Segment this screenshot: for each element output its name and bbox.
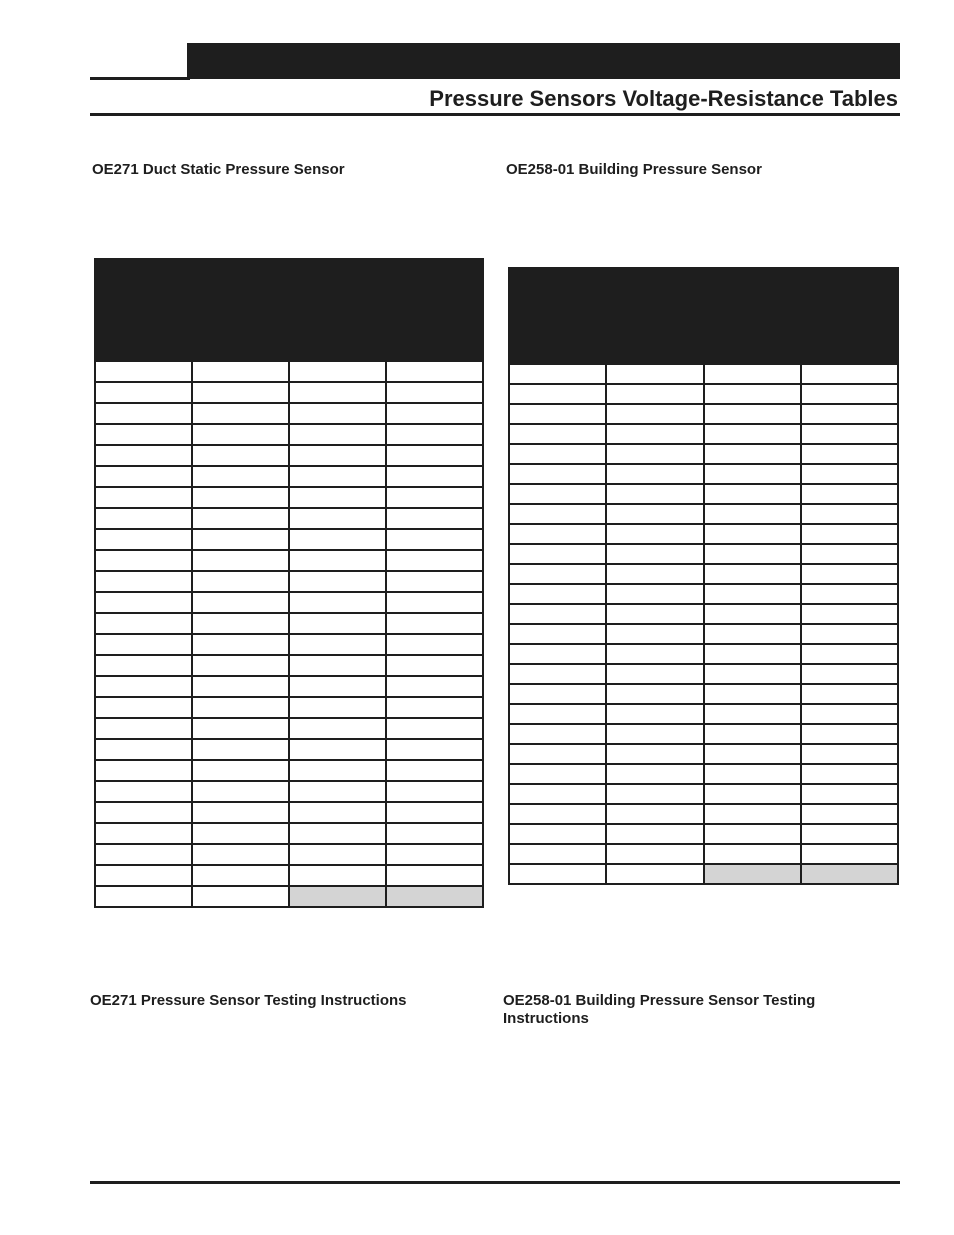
- table-row: [509, 564, 898, 584]
- table-header-row: [95, 259, 483, 361]
- table-cell: [606, 684, 703, 704]
- table-cell: [801, 604, 898, 624]
- table-cell: [606, 444, 703, 464]
- table-cell: [192, 844, 289, 865]
- table-cell: [704, 584, 801, 604]
- table-cell: [801, 704, 898, 724]
- table-cell: [95, 550, 192, 571]
- table-cell: [289, 823, 386, 844]
- table-row: [95, 886, 483, 907]
- table-cell: [386, 424, 483, 445]
- title-rule: [90, 113, 900, 116]
- table-cell: [509, 844, 606, 864]
- table-cell: [192, 466, 289, 487]
- table-row: [95, 697, 483, 718]
- table-cell: [192, 823, 289, 844]
- table-row: [95, 403, 483, 424]
- table-cell: [192, 802, 289, 823]
- table-cell: [606, 524, 703, 544]
- table-cell: [289, 424, 386, 445]
- table-cell: [801, 504, 898, 524]
- table-row: [509, 624, 898, 644]
- table-cell: [95, 697, 192, 718]
- table-cell: [606, 404, 703, 424]
- table-cell: [386, 382, 483, 403]
- table-cell: [509, 464, 606, 484]
- table-row: [95, 445, 483, 466]
- table-cell: [386, 466, 483, 487]
- table-cell: [704, 784, 801, 804]
- table-row: [509, 424, 898, 444]
- table-cell: [289, 697, 386, 718]
- table-row: [95, 592, 483, 613]
- table-row: [509, 504, 898, 524]
- table-cell: [509, 824, 606, 844]
- table-row: [509, 724, 898, 744]
- table-cell: [801, 744, 898, 764]
- table-cell: [606, 364, 703, 384]
- table-cell: [192, 634, 289, 655]
- table-cell: [289, 760, 386, 781]
- table-cell: [95, 739, 192, 760]
- table-cell: [606, 604, 703, 624]
- table-cell: [509, 384, 606, 404]
- table-row: [95, 823, 483, 844]
- table-row: [95, 361, 483, 382]
- table-row: [95, 508, 483, 529]
- table-cell: [509, 744, 606, 764]
- table-cell: [606, 824, 703, 844]
- table-cell: [192, 445, 289, 466]
- table-cell: [95, 823, 192, 844]
- table-cell: [606, 464, 703, 484]
- table-cell: [95, 718, 192, 739]
- oe258-heading: OE258-01 Building Pressure Sensor: [506, 161, 762, 178]
- table-cell: [606, 864, 703, 884]
- table-row: [509, 764, 898, 784]
- table-cell: [606, 564, 703, 584]
- table-cell: [509, 524, 606, 544]
- table-row: [509, 684, 898, 704]
- table-cell: [801, 624, 898, 644]
- table-cell: [606, 664, 703, 684]
- table-row: [509, 364, 898, 384]
- table-row: [509, 864, 898, 884]
- table-row: [95, 718, 483, 739]
- table-cell: [192, 865, 289, 886]
- table-cell: [509, 764, 606, 784]
- header-rule-left: [90, 77, 190, 80]
- table-header-cell: [192, 259, 289, 361]
- table-cell: [289, 781, 386, 802]
- table-header-cell: [606, 268, 703, 364]
- table-cell: [509, 704, 606, 724]
- table-cell: [386, 445, 483, 466]
- table-cell: [386, 508, 483, 529]
- table-cell: [606, 844, 703, 864]
- table-cell: [289, 466, 386, 487]
- table-cell: [289, 676, 386, 697]
- table-cell: [704, 664, 801, 684]
- table-cell: [606, 584, 703, 604]
- table-cell: [192, 781, 289, 802]
- table-cell: [386, 571, 483, 592]
- footer-rule: [90, 1181, 900, 1184]
- table-cell: [289, 802, 386, 823]
- table-cell: [95, 613, 192, 634]
- table-cell: [704, 364, 801, 384]
- table-cell: [192, 676, 289, 697]
- table-cell: [801, 764, 898, 784]
- table-cell: [95, 781, 192, 802]
- table-header-cell: [801, 268, 898, 364]
- table-cell: [801, 424, 898, 444]
- table-cell: [509, 644, 606, 664]
- oe258-instructions-heading: OE258-01 Building Pressure Sensor Testing Instructions: [503, 992, 816, 1027]
- table-cell: [289, 613, 386, 634]
- table-cell: [704, 404, 801, 424]
- table-cell: [606, 724, 703, 744]
- table-cell: [801, 384, 898, 404]
- page-title: Pressure Sensors Voltage-Resistance Tables: [429, 86, 898, 111]
- table-cell: [606, 504, 703, 524]
- table-cell: [801, 464, 898, 484]
- table-cell: [386, 865, 483, 886]
- table-cell: [386, 403, 483, 424]
- table-cell: [801, 364, 898, 384]
- table-cell: [95, 361, 192, 382]
- table-cell: [509, 404, 606, 424]
- table-cell: [704, 764, 801, 784]
- table-cell: [801, 724, 898, 744]
- table-cell: [289, 403, 386, 424]
- table-row: [95, 424, 483, 445]
- table-cell: [192, 697, 289, 718]
- table-cell: [192, 571, 289, 592]
- table-cell: [801, 444, 898, 464]
- table-cell: [386, 718, 483, 739]
- table-cell: [801, 404, 898, 424]
- table-cell: [192, 613, 289, 634]
- table-row: [509, 844, 898, 864]
- table-cell: [192, 361, 289, 382]
- table-cell: [704, 824, 801, 844]
- table-cell: [509, 784, 606, 804]
- table-cell: [509, 684, 606, 704]
- table-cell: [289, 550, 386, 571]
- table-cell: [95, 382, 192, 403]
- table-cell: [704, 384, 801, 404]
- table-cell: [606, 704, 703, 724]
- table-row: [509, 404, 898, 424]
- table-cell: [95, 445, 192, 466]
- table-cell: [386, 676, 483, 697]
- table-cell: [704, 424, 801, 444]
- table-cell: [386, 823, 483, 844]
- table-cell: [704, 484, 801, 504]
- table-cell: [386, 739, 483, 760]
- table-cell: [192, 760, 289, 781]
- table-cell: [801, 664, 898, 684]
- table-cell: [192, 655, 289, 676]
- table-cell: [95, 865, 192, 886]
- table-header-cell: [95, 259, 192, 361]
- table-row: [95, 634, 483, 655]
- oe271-heading: OE271 Duct Static Pressure Sensor: [92, 161, 345, 178]
- table-cell: [704, 644, 801, 664]
- table-cell: [509, 444, 606, 464]
- table-row: [509, 384, 898, 404]
- table-cell: [606, 544, 703, 564]
- table-cell: [95, 844, 192, 865]
- table-row: [95, 865, 483, 886]
- table-cell: [386, 634, 483, 655]
- table-row: [509, 664, 898, 684]
- table-cell: [192, 382, 289, 403]
- table-cell: [606, 744, 703, 764]
- table-cell: [509, 724, 606, 744]
- table-cell: [95, 424, 192, 445]
- table-row: [509, 744, 898, 764]
- table-cell: [192, 739, 289, 760]
- table-cell: [801, 564, 898, 584]
- table-cell: [704, 604, 801, 624]
- table-cell: [509, 564, 606, 584]
- table-cell: [95, 655, 192, 676]
- table-cell: [606, 764, 703, 784]
- table-cell: [289, 529, 386, 550]
- table-cell: [801, 484, 898, 504]
- table-cell: [509, 624, 606, 644]
- table-cell: [509, 484, 606, 504]
- table-header-cell: [289, 259, 386, 361]
- table-cell: [801, 684, 898, 704]
- table-cell: [95, 592, 192, 613]
- table-row: [95, 571, 483, 592]
- table-cell: [509, 504, 606, 524]
- table-cell: [704, 744, 801, 764]
- table-row: [95, 466, 483, 487]
- table-cell: [704, 864, 801, 884]
- table-row: [95, 613, 483, 634]
- table-row: [95, 676, 483, 697]
- table-cell: [386, 592, 483, 613]
- table-cell: [509, 664, 606, 684]
- table-row: [95, 487, 483, 508]
- table-cell: [95, 802, 192, 823]
- oe271-voltage-resistance-table: [94, 258, 484, 908]
- table-cell: [289, 445, 386, 466]
- table-cell: [289, 508, 386, 529]
- table-cell: [386, 613, 483, 634]
- table-row: [509, 704, 898, 724]
- table-cell: [801, 804, 898, 824]
- table-cell: [95, 487, 192, 508]
- table-cell: [704, 804, 801, 824]
- table-header-cell: [386, 259, 483, 361]
- table-header-cell: [509, 268, 606, 364]
- table-cell: [95, 676, 192, 697]
- table-cell: [704, 844, 801, 864]
- table-cell: [289, 865, 386, 886]
- table-row: [95, 760, 483, 781]
- table-row: [509, 464, 898, 484]
- table-cell: [289, 718, 386, 739]
- table-row: [509, 784, 898, 804]
- table-cell: [386, 361, 483, 382]
- table-cell: [509, 804, 606, 824]
- table-cell: [606, 784, 703, 804]
- table-cell: [606, 424, 703, 444]
- oe271-instructions-heading: OE271 Pressure Sensor Testing Instructions: [90, 992, 407, 1009]
- table-cell: [801, 524, 898, 544]
- table-cell: [192, 592, 289, 613]
- table-cell: [509, 424, 606, 444]
- table-cell: [289, 739, 386, 760]
- table-row: [95, 529, 483, 550]
- table-cell: [509, 544, 606, 564]
- table-cell: [606, 644, 703, 664]
- table-row: [509, 644, 898, 664]
- table-row: [509, 584, 898, 604]
- table-cell: [289, 361, 386, 382]
- table-cell: [509, 864, 606, 884]
- table-cell: [386, 844, 483, 865]
- table-cell: [95, 571, 192, 592]
- table-cell: [386, 529, 483, 550]
- table-cell: [386, 760, 483, 781]
- table-cell: [801, 584, 898, 604]
- table-cell: [704, 624, 801, 644]
- table-cell: [192, 403, 289, 424]
- table-cell: [192, 550, 289, 571]
- table-cell: [509, 584, 606, 604]
- table-row: [509, 804, 898, 824]
- table-cell: [704, 504, 801, 524]
- table-cell: [606, 804, 703, 824]
- table-cell: [509, 604, 606, 624]
- table-cell: [704, 524, 801, 544]
- table-row: [509, 524, 898, 544]
- table-cell: [386, 781, 483, 802]
- table-cell: [606, 384, 703, 404]
- table-row: [509, 444, 898, 464]
- table-cell: [386, 550, 483, 571]
- table-cell: [192, 718, 289, 739]
- table-row: [509, 544, 898, 564]
- table-cell: [386, 802, 483, 823]
- table-row: [509, 484, 898, 504]
- table-cell: [289, 655, 386, 676]
- table-cell: [704, 544, 801, 564]
- table-cell: [606, 624, 703, 644]
- table-cell: [704, 464, 801, 484]
- table-cell: [289, 571, 386, 592]
- table-cell: [704, 704, 801, 724]
- table-cell: [95, 529, 192, 550]
- table-row: [95, 550, 483, 571]
- table-header-row: [509, 268, 898, 364]
- table-cell: [386, 886, 483, 907]
- table-cell: [192, 508, 289, 529]
- table-cell: [704, 564, 801, 584]
- table-cell: [289, 844, 386, 865]
- table-cell: [386, 655, 483, 676]
- table-cell: [289, 634, 386, 655]
- table-cell: [801, 864, 898, 884]
- table-cell: [289, 592, 386, 613]
- table-cell: [704, 684, 801, 704]
- table-cell: [289, 886, 386, 907]
- table-cell: [386, 697, 483, 718]
- table-row: [509, 604, 898, 624]
- table-cell: [95, 466, 192, 487]
- table-row: [95, 844, 483, 865]
- oe258-voltage-resistance-table: [508, 267, 899, 885]
- header-bar: [187, 43, 900, 79]
- table-row: [509, 824, 898, 844]
- table-cell: [509, 364, 606, 384]
- table-cell: [801, 844, 898, 864]
- table-cell: [386, 487, 483, 508]
- table-cell: [289, 487, 386, 508]
- table-cell: [95, 634, 192, 655]
- table-cell: [192, 424, 289, 445]
- table-row: [95, 802, 483, 823]
- table-cell: [801, 644, 898, 664]
- table-header-cell: [704, 268, 801, 364]
- table-cell: [801, 824, 898, 844]
- table-cell: [95, 886, 192, 907]
- table-row: [95, 655, 483, 676]
- table-cell: [606, 484, 703, 504]
- table-cell: [95, 508, 192, 529]
- table-row: [95, 781, 483, 802]
- table-row: [95, 739, 483, 760]
- table-cell: [95, 760, 192, 781]
- table-cell: [192, 487, 289, 508]
- table-cell: [801, 784, 898, 804]
- table-cell: [95, 403, 192, 424]
- table-cell: [704, 724, 801, 744]
- table-row: [95, 382, 483, 403]
- table-cell: [192, 529, 289, 550]
- table-cell: [192, 886, 289, 907]
- table-cell: [704, 444, 801, 464]
- table-cell: [801, 544, 898, 564]
- table-cell: [289, 382, 386, 403]
